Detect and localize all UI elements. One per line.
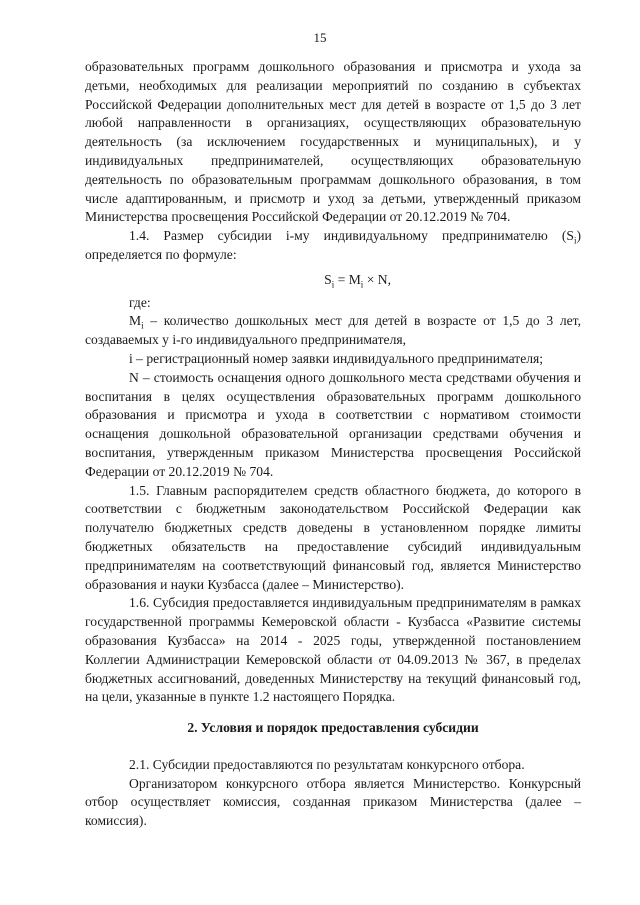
paragraph-1-4-text: 1.4. Размер субсидии i-му индивидуальному предпринимателю (S xyxy=(129,228,574,244)
definition-mi xyxy=(85,312,581,350)
definition-n: N – стоимость оснащения одного дошкольного места средствами обучения и воспитания в целях осуществления образовательных программ дошкольного образования и присмотра и ухода в соответствии с нормативом стоимости оснащения дошкольной образовательной организации средствами обучения и воспитания, утвержденным приказом Министерства просвещения Российской Федерации от 20.12.2019 № 704. xyxy=(85,369,581,479)
paragraph-1-6: 1.6. Субсидия предоставляется индивидуальным предпринимателям в рамках государственной программы Кемеровской области - Кузбасса «Развитие системы образования Кузбасса» на 2014 - 2025 годы, утвержденной постановлением Коллегии Администрации Кемеровской области от 04.09.2013 № 367, в пределах бюджетных ассигнований, доведенных Министерству на текущий финансовый год, на цели, указанные в пункте 1.2 настоящего Порядка. xyxy=(85,595,581,705)
definition-mi-sub: i xyxy=(141,321,144,332)
paragraph-2-1-organizer: Организатором конкурсного отбора является Министерство. Конкурсный отбор осуществляет комиссия, созданная приказом Министерства (далее – комиссия). xyxy=(85,775,581,829)
subscript-i: i xyxy=(573,235,577,246)
paragraph-2-1: 2.1. Субсидии предоставляются по результатам конкурсного отбора. xyxy=(129,756,525,772)
paragraph-continuation: образовательных программ дошкольного образования и присмотра и ухода за детьми, необходимых для реализации мероприятий по созданию в субъектах Российской Федерации дополнительных мест для детей в возрасте от 1,5 до 3 лет любой направленности в организациях, осуществляющих образовательную деятельность (за исключением государственных и муниципальных), и у индивидуальных предпринимателей, осуществляющих образовательную деятельность по образовательным программам дошкольного образования, в том числе адаптированным, и присмотр и уход за детьми, утвержденный приказом Министерства просвещения Российской Федерации от 20.12.2019 № 704. xyxy=(85,59,581,225)
formula-rest: × N, xyxy=(363,271,391,287)
formula-s-sub: i xyxy=(331,279,335,290)
definition-mi-symbol: M xyxy=(129,313,142,329)
paragraph-1-4-end: ) определяется по формуле: xyxy=(85,228,581,262)
definition-i: i – регистрационный номер заявки индивидуального предпринимателя; xyxy=(129,350,544,366)
section-2-heading: 2. Условия и порядок предоставления субсидии xyxy=(187,720,479,736)
definition-mi-text: – количество дошкольных мест для детей в возрасте от 1,5 до 3 лет, создаваемых у i-го индивидуального предпринимателя, xyxy=(85,313,581,348)
paragraph-1-4 xyxy=(85,227,581,265)
formula-m-sub: i xyxy=(360,279,364,290)
document-body xyxy=(85,58,581,831)
where-label: где: xyxy=(129,294,151,310)
formula-s: S xyxy=(324,271,332,287)
page-number: 15 xyxy=(313,30,327,45)
formula-eq: = M xyxy=(334,271,361,287)
formula xyxy=(85,271,581,290)
paragraph-1-5: 1.5. Главным распорядителем средств областного бюджета, до которого в соответствии с бюджетным законодательством Российской Федерации как получателю бюджетных средств доведены в установленном порядке лимиты бюджетных обязательств на предоставление субсидий индивидуальным предпринимателям на соответствующий финансовый год, является Министерство образования и науки Кузбасса (далее – Министерство). xyxy=(85,482,581,592)
